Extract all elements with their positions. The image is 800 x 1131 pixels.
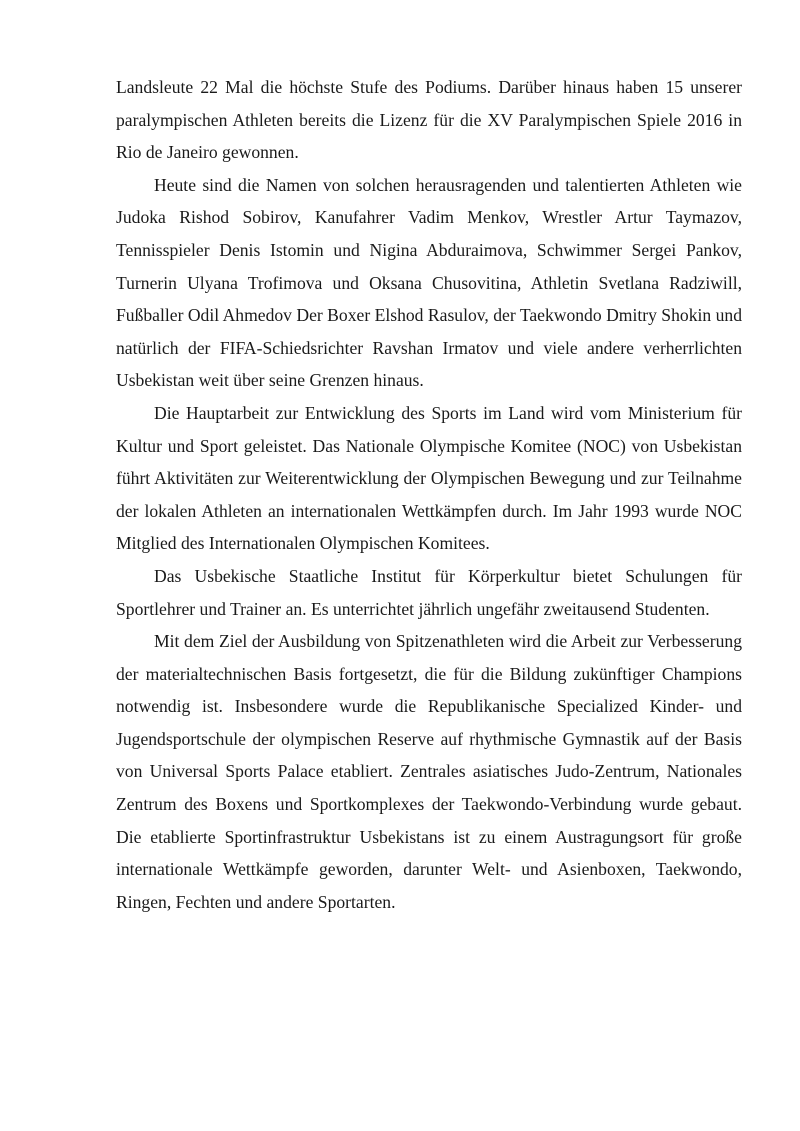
paragraph-ministry-noc: Die Hauptarbeit zur Entwicklung des Sports im Land wird vom Ministerium für Kultur und Sport geleistet. Das Nationale Olympische Komitee (NOC) von Usbekistan führt Aktivitäten zur Weiterentwicklung der Olympischen Bewegung und zur Teilnahme der lokalen Athleten an internationalen Wettkämpfen durch. Im Jahr 1993 wurde NOC Mitglied des Internationalen Olympischen Komitees.: [116, 402, 742, 554]
document-page: [116, 71, 742, 918]
paragraph-continuation: Landsleute 22 Mal die höchste Stufe des Podiums. Darüber hinaus haben 15 unserer paralympischen Athleten bereits die Lizenz für die XV Paralympischen Spiele 2016 in Rio de Janeiro gewonnen.: [116, 77, 742, 163]
paragraph-infrastructure: Mit dem Ziel der Ausbildung von Spitzenathleten wird die Arbeit zur Verbesserung der materialtechnischen Basis fortgesetzt, die für die Bildung zukünftiger Champions notwendig ist. Insbesondere wurde die Republikanische Specialized Kinder- und Jugendsportschule der olympischen Reserve auf rhythmische Gymnastik auf der Basis von Universal Sports Palace etabliert. Zentrales asiatisches Judo-Zentrum, Nationales Zentrum des Boxens und Sportkomplexes der Taekwondo-Verbindung wurde gebaut. Die etablierte Sportinfrastruktur Usbekistans ist zu einem Austragungsort für große internationale Wettkämpfe geworden, darunter Welt- und Asienboxen, Taekwondo, Ringen, Fechten und andere Sportarten.: [116, 631, 742, 912]
paragraph-institute: Das Usbekische Staatliche Institut für Körperkultur bietet Schulungen für Sportlehrer und Trainer an. Es unterrichtet jährlich ungefähr zweitausend Studenten.: [116, 565, 742, 619]
paragraph-athletes: Heute sind die Namen von solchen herausragenden und talentierten Athleten wie Judoka Rishod Sobirov, Kanufahrer Vadim Menkov, Wrestler Artur Taymazov, Tennisspieler Denis Istomin und Nigina Abduraimova, Schwimmer Sergei Pankov, Turnerin Ulyana Trofimova und Oksana Chusovitina, Athletin Svetlana Radziwill, Fußballer Odil Ahmedov Der Boxer Elshod Rasulov, der Taekwondo Dmitry Shokin und natürlich der FIFA-Schiedsrichter Ravshan Irmatov und viele andere verherrlichten Usbekistan weit über seine Grenzen hinaus.: [116, 174, 742, 391]
